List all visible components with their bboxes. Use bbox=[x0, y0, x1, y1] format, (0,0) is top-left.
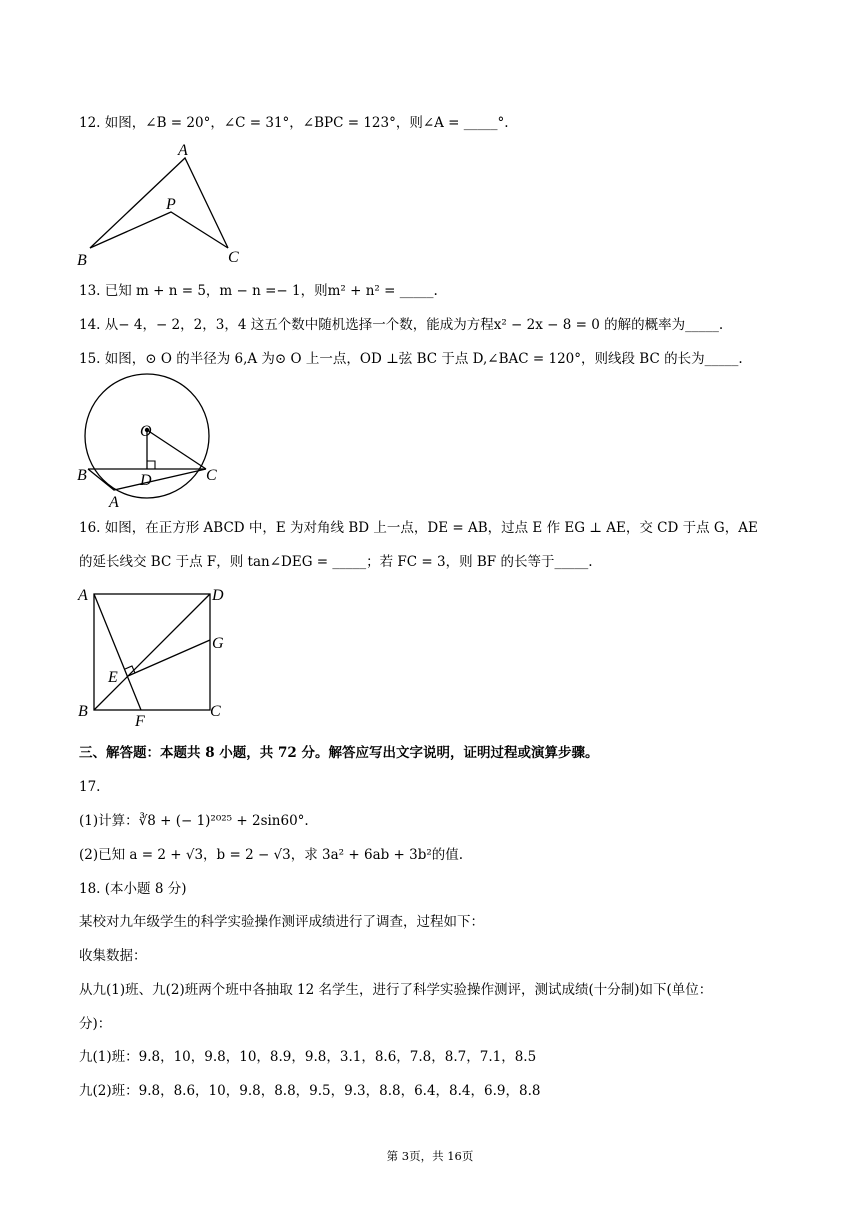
q12-text: 12. 如图，∠B = 20°，∠C = 31°，∠BPC = 123°，则∠A = _____°. bbox=[79, 115, 509, 131]
q15-label-a: A bbox=[109, 494, 119, 511]
q13-text: 13. 已知 m + n = 5，m − n =− 1，则m² + n² = _____. bbox=[79, 283, 438, 299]
q18-description-line1: 从九(1)班、九(2)班两个班中各抽取 12 名学生，进行了科学实验操作测评，测试成绩(十分制)如下(单位： bbox=[79, 982, 713, 998]
q16-figure bbox=[74, 582, 244, 730]
q15-segment-oc bbox=[147, 430, 206, 469]
q14-text: 14. 从− 4，− 2，2，3，4 这五个数中随机选择一个数，能成为方程x² − 2x − 8 = 0 的解的概率为_____. bbox=[79, 317, 724, 333]
q18-class1-scores: 九(1)班：9.8，10，9.8，10，8.9，9.8，3.1，8.6，7.8，8.7，7.1，8.5 bbox=[79, 1049, 537, 1065]
q12-figure bbox=[74, 140, 244, 270]
q16-label-g: G bbox=[212, 635, 224, 652]
q12-bpc-lines bbox=[90, 212, 228, 248]
q16-line-af bbox=[94, 594, 141, 710]
q18-header: 18. (本小题 8 分) bbox=[79, 881, 187, 897]
q15-right-angle-mark bbox=[147, 461, 155, 469]
q16-line-eg bbox=[128, 640, 210, 676]
q18-intro: 某校对九年级学生的科学实验操作测评成绩进行了调查，过程如下： bbox=[79, 914, 484, 930]
q15-label-b: B bbox=[77, 467, 87, 484]
q12-label-p: P bbox=[166, 196, 176, 213]
q17-number: 17. bbox=[79, 779, 101, 795]
q16-text-line2: 的延长线交 BC 于点 F，则 tan∠DEG = _____；若 FC = 3，则 BF 的长等于_____. bbox=[79, 554, 593, 570]
q16-label-f: F bbox=[135, 713, 145, 730]
q16-label-c: C bbox=[210, 703, 221, 720]
q16-right-angle-mark bbox=[125, 666, 135, 673]
section3-heading: 三、解答题：本题共 8 小题，共 72 分。解答应写出文字说明，证明过程或演算步骤。 bbox=[79, 745, 599, 761]
q15-label-c: C bbox=[206, 467, 217, 484]
q16-text-line1: 16. 如图，在正方形 ABCD 中，E 为对角线 BD 上一点，DE = AB，过点 E 作 EG ⊥ AE，交 CD 于点 G，AE bbox=[79, 520, 758, 536]
q17-part2: (2)已知 a = 2 + √3，b = 2 − √3，求 3a² + 6ab + 3b²的值. bbox=[79, 847, 464, 863]
q16-diagonal-bd bbox=[94, 594, 210, 710]
q17-part1: (1)计算：∛8 + (− 1)²⁰²⁵ + 2sin60°. bbox=[79, 813, 309, 829]
q12-label-c: C bbox=[228, 249, 239, 266]
q16-label-a: A bbox=[78, 587, 88, 604]
q16-label-b: B bbox=[78, 703, 88, 720]
q15-label-d: D bbox=[140, 472, 152, 489]
q16-label-e: E bbox=[108, 669, 118, 686]
q15-text: 15. 如图，⊙ O 的半径为 6,A 为⊙ O 上一点，OD ⊥弦 BC 于点 D,∠BAC = 120°，则线段 BC 的长为_____. bbox=[79, 351, 743, 367]
page-footer: 第 3页，共 16页 bbox=[386, 1149, 474, 1163]
q12-label-b: B bbox=[77, 252, 87, 269]
q18-description-line2: 分)： bbox=[79, 1016, 112, 1032]
q18-collect-label: 收集数据： bbox=[79, 948, 147, 964]
q16-label-d: D bbox=[212, 587, 224, 604]
q18-class2-scores: 九(2)班：9.8，8.6，10，9.8，8.8，9.5，9.3，8.8，6.4，8.4，6.9，8.8 bbox=[79, 1083, 541, 1099]
q12-label-a: A bbox=[178, 142, 188, 159]
q15-figure bbox=[74, 372, 234, 512]
q15-label-o: O bbox=[140, 423, 152, 440]
